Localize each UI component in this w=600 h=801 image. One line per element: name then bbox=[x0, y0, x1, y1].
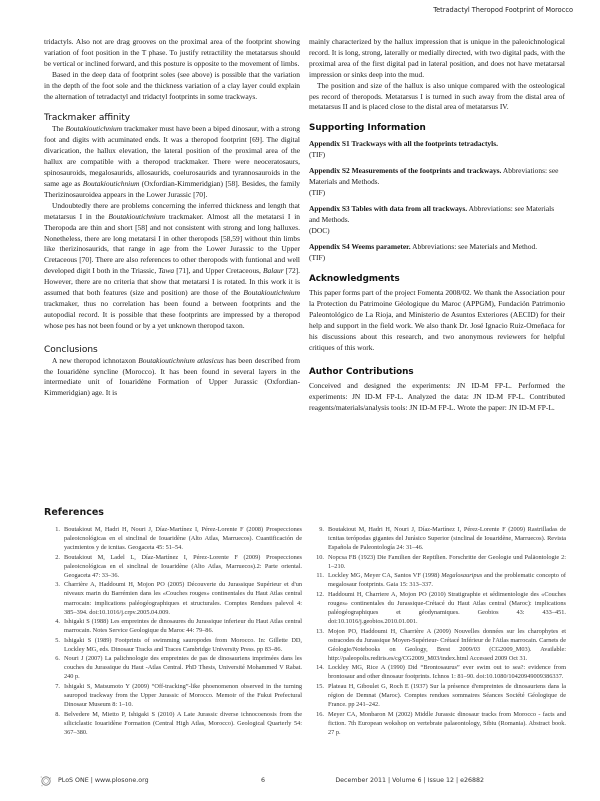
body-paragraph: Based in the deep data of footprint soles (see above) is possible that the variation in the depth of the foot sole and the thickness variation of a clay layer could explain the alternation of tetradactyl and tridactyl footprints in some trackways. bbox=[44, 69, 300, 101]
taxon-name: Boutakioutichnium bbox=[243, 288, 300, 298]
text-run: has been described from the Iouaridène syncline (Morocco). It has been found in several layers in the intermediate unit of Iouaridène Formation of Upper Jurassic (Oxfordian-Kimmeridgian) age. It is bbox=[44, 355, 300, 398]
reference-text: Ishigaki S (1988) Les empreintes de dinosaures du Jurassique inferieur du Haut Atlas central marrocain. Notes Service Geologique du Maroc 44: 79–86. bbox=[64, 618, 302, 635]
reference-text: Belvedere M, Mietto P, Ishigaki S (2010) A Late Jurassic diverse ichnocoenosis from the siliciclastic Iouaridène Formation (Central High Atlas, Morocco). Geological Quarterly 54: 367–380. bbox=[64, 710, 302, 736]
appendix-title[interactable]: Appendix S1 Trackways with all the footprints tetradactyls. bbox=[309, 139, 498, 149]
body-paragraph: Conceived and designed the experiments: JN ID-M FP-L. Performed the experiments: JN ID-M FP-L. Analyzed the data: JN ID-M FP-L. Contributed reagents/materials/analysis tools: JN ID-M FP-L. Wrote the paper: JN ID-M FP-L. bbox=[309, 380, 565, 412]
reference-number: 13. bbox=[316, 627, 324, 635]
reference-item bbox=[48, 580, 302, 616]
reference-number: 12. bbox=[316, 590, 324, 598]
body-paragraph: The position and size of the hallux is also unique compared with the osteological pes record of theropods. Metatarsus I is turned in such away from the distal area of metatarsus II and is placed close to the distal area of metatarsus IV. bbox=[309, 80, 565, 112]
appendix-title[interactable]: Appendix S3 Tables with data from all trackways. bbox=[309, 203, 468, 213]
references-heading: References bbox=[44, 507, 104, 518]
section-trackmaker-affinity bbox=[44, 112, 300, 331]
running-head: Tetradactyl Theropod Footprint of Morocco bbox=[433, 6, 573, 14]
text-run: trackmaker must have been a biped dinosaur, with a strong foot and digits with acuminated ends. It was a theropod footprint [69]. The digital divarication, the hallux elevation, the lateral position of the proximal area of the hallux are compatible with a theropod trackmaker. There were neoceratosaurs, spinosauroids, megalosaurids, allosaurids, coelurosaurids and tyrannosauroids in the same age as bbox=[44, 124, 300, 188]
reference-text: Boutakiout M, Hadri H, Nouri J, Díaz-Martínez I, Pérez-Lorente F (2009) Rastrilladas de icnitas terópodas gigantes del Jurásico Superior (sinclinal de Iouaridène, Marruecos). Revista Española de Paleontología 24: 31–46. bbox=[328, 526, 566, 552]
text-run: Undoubtedly there are problems concerning the inferred thickness and length that metatarsus I in the bbox=[44, 200, 300, 221]
reference-text[interactable]: Lockley MG, Rice A (1990) Did “Brontosaurus” ever swim out to sea?: evidence from brontosaur and other dinosaur footprints. Ichnos 1: 81–90. doi:10.1080/10420949009386337. bbox=[328, 664, 566, 681]
appendix-title[interactable]: Appendix S4 Weems parameter. bbox=[309, 241, 411, 251]
taxon-name: Balaur bbox=[263, 266, 284, 276]
reference-number: 14. bbox=[316, 664, 324, 672]
reference-item bbox=[312, 710, 566, 737]
reference-number: 3. bbox=[55, 581, 60, 589]
page-number: 6 bbox=[261, 777, 266, 784]
section-supporting-information bbox=[309, 122, 565, 263]
section-heading: Acknowledgments bbox=[309, 274, 400, 285]
reference-text: Nouri J (2007) La palichnologie des empreintes de pas de dinosauriens imprimées dans les couches du Jurassique du Haut -Atlas Central. PhD Thesis, Université Mohammed V Rabat. 240 p. bbox=[64, 655, 302, 681]
appendix-format[interactable]: (TIF) bbox=[309, 187, 326, 197]
section-heading: Author Contributions bbox=[309, 366, 414, 377]
reference-number: 2. bbox=[55, 553, 60, 561]
page-footer bbox=[0, 775, 600, 789]
appendix-item[interactable] bbox=[309, 166, 565, 199]
body-paragraph bbox=[44, 201, 300, 332]
reference-number: 16. bbox=[316, 710, 324, 718]
body-paragraph: tridactyls. Also not are drag grooves on the proximal area of the footprint showing variation of foot position in the T phase. To justify retractility the metatarsus should be vertical or inclined forward, and this posture is opposite to the movement of limbs. bbox=[44, 37, 300, 68]
reference-item bbox=[48, 682, 302, 709]
body-paragraph: This paper forms part of the project Fomenta 2008/02. We thank the Association pour la Protection du Patrimoine Géologique du Maroc (APPGM), Fundación Patrimonio Paleontológico de La Rioja, and Ministerio de Asuntos Exteriores (AECID) for their help and support in the field work. We also thank Dr. José Ignacio Ruiz-Omeñaca for his discussions about this research, and two anonymous reviewers for helpful critiques of this work. bbox=[309, 288, 565, 352]
reference-item bbox=[312, 525, 566, 552]
section-heading: Trackmaker affinity bbox=[44, 113, 131, 124]
reference-number: 15. bbox=[316, 682, 324, 690]
reference-number: 4. bbox=[55, 618, 60, 626]
appendix-format[interactable]: (TIF) bbox=[309, 150, 326, 160]
reference-text: Boutakiout M, Hadri H, Nouri J, Díaz-Martínez I, Pérez-Lorente F (2008) Prospecciones paleoicnológicas en el sinclinal de Iouaridène (Alto Atlas, Marruecos). Cuantificación de yacimientos y de icnitas. Geogaceta 45: 51–54. bbox=[64, 526, 302, 552]
reference-text[interactable]: Mojon PO, Haddoumi H, Charrière A (2009) Nouvelles données sur les charophytes et ostracodes du Jurassique Moyen-Supérieur- Crétacé Inférieur de l'Atlas marrocain. Carnets de Géologie/Notebooks on Geology, Brest 2009/03 (CG2009_M03). Available: http://paleopolis.rediris.es/cg/CG2009_M03/index.html Accessed 2009 Oct 31. bbox=[328, 627, 566, 662]
reference-item bbox=[312, 682, 566, 709]
reference-item bbox=[48, 553, 302, 580]
text-run: (Oxfordian-Kimmeridgian) [58]. Besides, the family Therizinosauroidea appears in the Lower Jurassic [70]. bbox=[44, 178, 300, 199]
right-column bbox=[309, 37, 565, 414]
appendix-item[interactable] bbox=[309, 242, 565, 264]
section-acknowledgments bbox=[309, 273, 565, 353]
reference-text[interactable]: Charrière A, Haddoumi H, Mojon PO (2005) Découverte du Jurassique Supérieur et d'un niveaux marin du Barrémien dans les «Couches rouges» continentales du Haut Atlas central marrocain: implications paléogéographiques et structurales. Comptes Rendues palevol 4: 385–394. doi:10.1016/j.crpv.2005.04.009. bbox=[64, 581, 302, 616]
plos-logo-icon bbox=[40, 775, 52, 787]
reference-text: Ishigaki S (1989) Footprints of swimming sauropodes from Morocco. In: Gillette DD, Lockley MG, eds. Dinosaur Tracks and Traces Cambridge University Press. pp 83–86. bbox=[64, 636, 302, 653]
reference-number: 8. bbox=[55, 710, 60, 718]
appendix-title[interactable]: Appendix S2 Measurements of the footprints and trackways. bbox=[309, 166, 502, 176]
issue-info: December 2011 | Volume 6 | Issue 12 | e26882 bbox=[335, 777, 484, 784]
appendix-format[interactable]: (TIF) bbox=[309, 252, 326, 262]
reference-text: Plateau H, Giboulet G, Roch E (1937) Sur la présence d'empreintes de dinosauriens dans la région de Demnat (Maroc). Comptes rendues sommaires Séances Société Géologique de France. pp 241–242. bbox=[328, 682, 566, 709]
reference-item bbox=[312, 553, 566, 571]
reference-number: 7. bbox=[55, 682, 60, 690]
left-column bbox=[44, 37, 300, 399]
journal-name[interactable]: PLoS ONE | www.plosone.org bbox=[58, 777, 149, 784]
reference-number: 9. bbox=[319, 526, 324, 533]
reference-text: Ishigaki S, Matsumoto Y (2009) “Off-tracking”-like phoenomenon observed in the turning sauropod trackway from the Upper Jurassic of Morocco. Memoir of the Fukui Prefectural Dinosaur Museum 8: 1–10. bbox=[64, 682, 302, 709]
text-run: trackmaker, thus no correlation has been found a between footprints and the autopodial record. It is possible that these footprints are impressed by a theropod whose pes has not been found or by a yet unknown theropod taxon. bbox=[44, 298, 300, 330]
reference-item bbox=[48, 636, 302, 654]
reference-number: 5. bbox=[55, 636, 60, 644]
taxon-name: Megalosauripus bbox=[441, 572, 483, 580]
reference-item bbox=[312, 663, 566, 681]
reference-text bbox=[328, 571, 566, 589]
text-run: Lockley MG, Meyer CA, Santos VF (1998) bbox=[328, 572, 442, 580]
section-heading: Conclusions bbox=[44, 344, 98, 355]
reference-item bbox=[312, 627, 566, 663]
taxon-name: Boutakioutichnium bbox=[65, 124, 123, 134]
reference-number: 6. bbox=[55, 655, 60, 663]
appendix-description: Abbreviations: see Materials and Methods. bbox=[309, 203, 555, 224]
reference-item bbox=[48, 654, 302, 681]
body-paragraph: mainly characterized by the hallux impression that is unique in the paleoichnological record. It is long, strong, laterally or medially directed, with two digital pads, with the proximal area of the first digital pad in lateral position, and does not have metatarsal impression or sinks deep into the mud. bbox=[309, 37, 565, 79]
taxon-name: Boutakioutichnium atlasicus bbox=[138, 355, 224, 365]
reference-item bbox=[48, 617, 302, 635]
references-list-right bbox=[312, 525, 566, 737]
appendix-item[interactable] bbox=[309, 139, 565, 161]
taxon-name: Boutakioutichnium bbox=[82, 178, 140, 188]
reference-text: Nopcsa FB (1923) Die Familien der Reptilien. Forschritte der Geologie und Paläontologie 2: 1–210. bbox=[328, 553, 566, 570]
reference-item bbox=[48, 525, 302, 552]
text-run: and the problematic concepto of megalosaur footprints. Gaia 15: 313–337. bbox=[328, 572, 567, 589]
appendix-format[interactable]: (DOC) bbox=[309, 225, 330, 235]
body-paragraph bbox=[44, 124, 300, 200]
body-paragraph bbox=[44, 356, 300, 400]
text-run: [71], and Upper Cretaceous, bbox=[174, 266, 263, 276]
text-run: trackmaker. Almost all the metatarsi I in Theropoda are thin and short [58] and not consistent with strong and long halluxes. Nonetheless, there are long metatarsi I in other theropods [58,59] without thin limbs like therizinosaurids, that range in age from the Lower Jurassic to the Upper Cretaceous [70]. There are also references to other theropods with funtional and well developed digit I both in the Triassic, bbox=[44, 211, 300, 276]
section-conclusions bbox=[44, 344, 300, 400]
reference-number: 10. bbox=[316, 553, 324, 561]
reference-text[interactable]: Haddoumi H, Charriere A, Mojon PO (2010) Stratigraphie et sédimentologie des «Couches rouges» continentales du Jurassique-Crétacé du Haut Atlas central (Maroc): implications paléogéographiques et géodynamiques. Geobios 43: 433–451. doi:10.1016/j.geobios.2010.01.001. bbox=[328, 590, 566, 626]
reference-item bbox=[312, 571, 566, 589]
text-run: A new theropod ichnotaxon bbox=[52, 355, 139, 365]
reference-number: 1. bbox=[55, 526, 60, 533]
section-heading: Supporting Information bbox=[309, 123, 426, 134]
references-list-left bbox=[48, 525, 302, 737]
appendix-item[interactable] bbox=[309, 204, 565, 237]
reference-text: Meyer CA, Monbaron M (2002) Middle Jurassic dinosaur tracks from Morocco - facts and fiction. 7th European wokshop on vertebrate palaeontology, Sibiu (Romania). Abstract book. 27 p. bbox=[328, 710, 566, 736]
reference-text: Boutakiout M, Ladel L, Díaz-Martínez I, Pérez-Lorente F (2009) Prospecciones paleoicnológicas en el sinclinal de Iouaridène (Alto Atlas, Marruecos).2: Parte oriental. Geogaceta 47: 33–36. bbox=[64, 553, 302, 579]
text-run: The bbox=[52, 124, 66, 134]
appendix-description: Abbreviations: see Materials and Methods. bbox=[309, 166, 559, 187]
reference-item bbox=[48, 710, 302, 737]
appendix-description: Abbreviations: see Materials and Method. bbox=[410, 241, 538, 251]
taxon-name: Boutakioutichnium bbox=[108, 211, 165, 221]
reference-item bbox=[312, 590, 566, 626]
section-author-contributions bbox=[309, 366, 565, 414]
taxon-name: Tawa bbox=[158, 266, 175, 276]
text-run: [72]. However, there are no criteria that show that metatarsi I is rotated. In this work it is assumed that both features (size and position) are those of the bbox=[44, 266, 300, 298]
reference-number: 11. bbox=[316, 572, 324, 580]
